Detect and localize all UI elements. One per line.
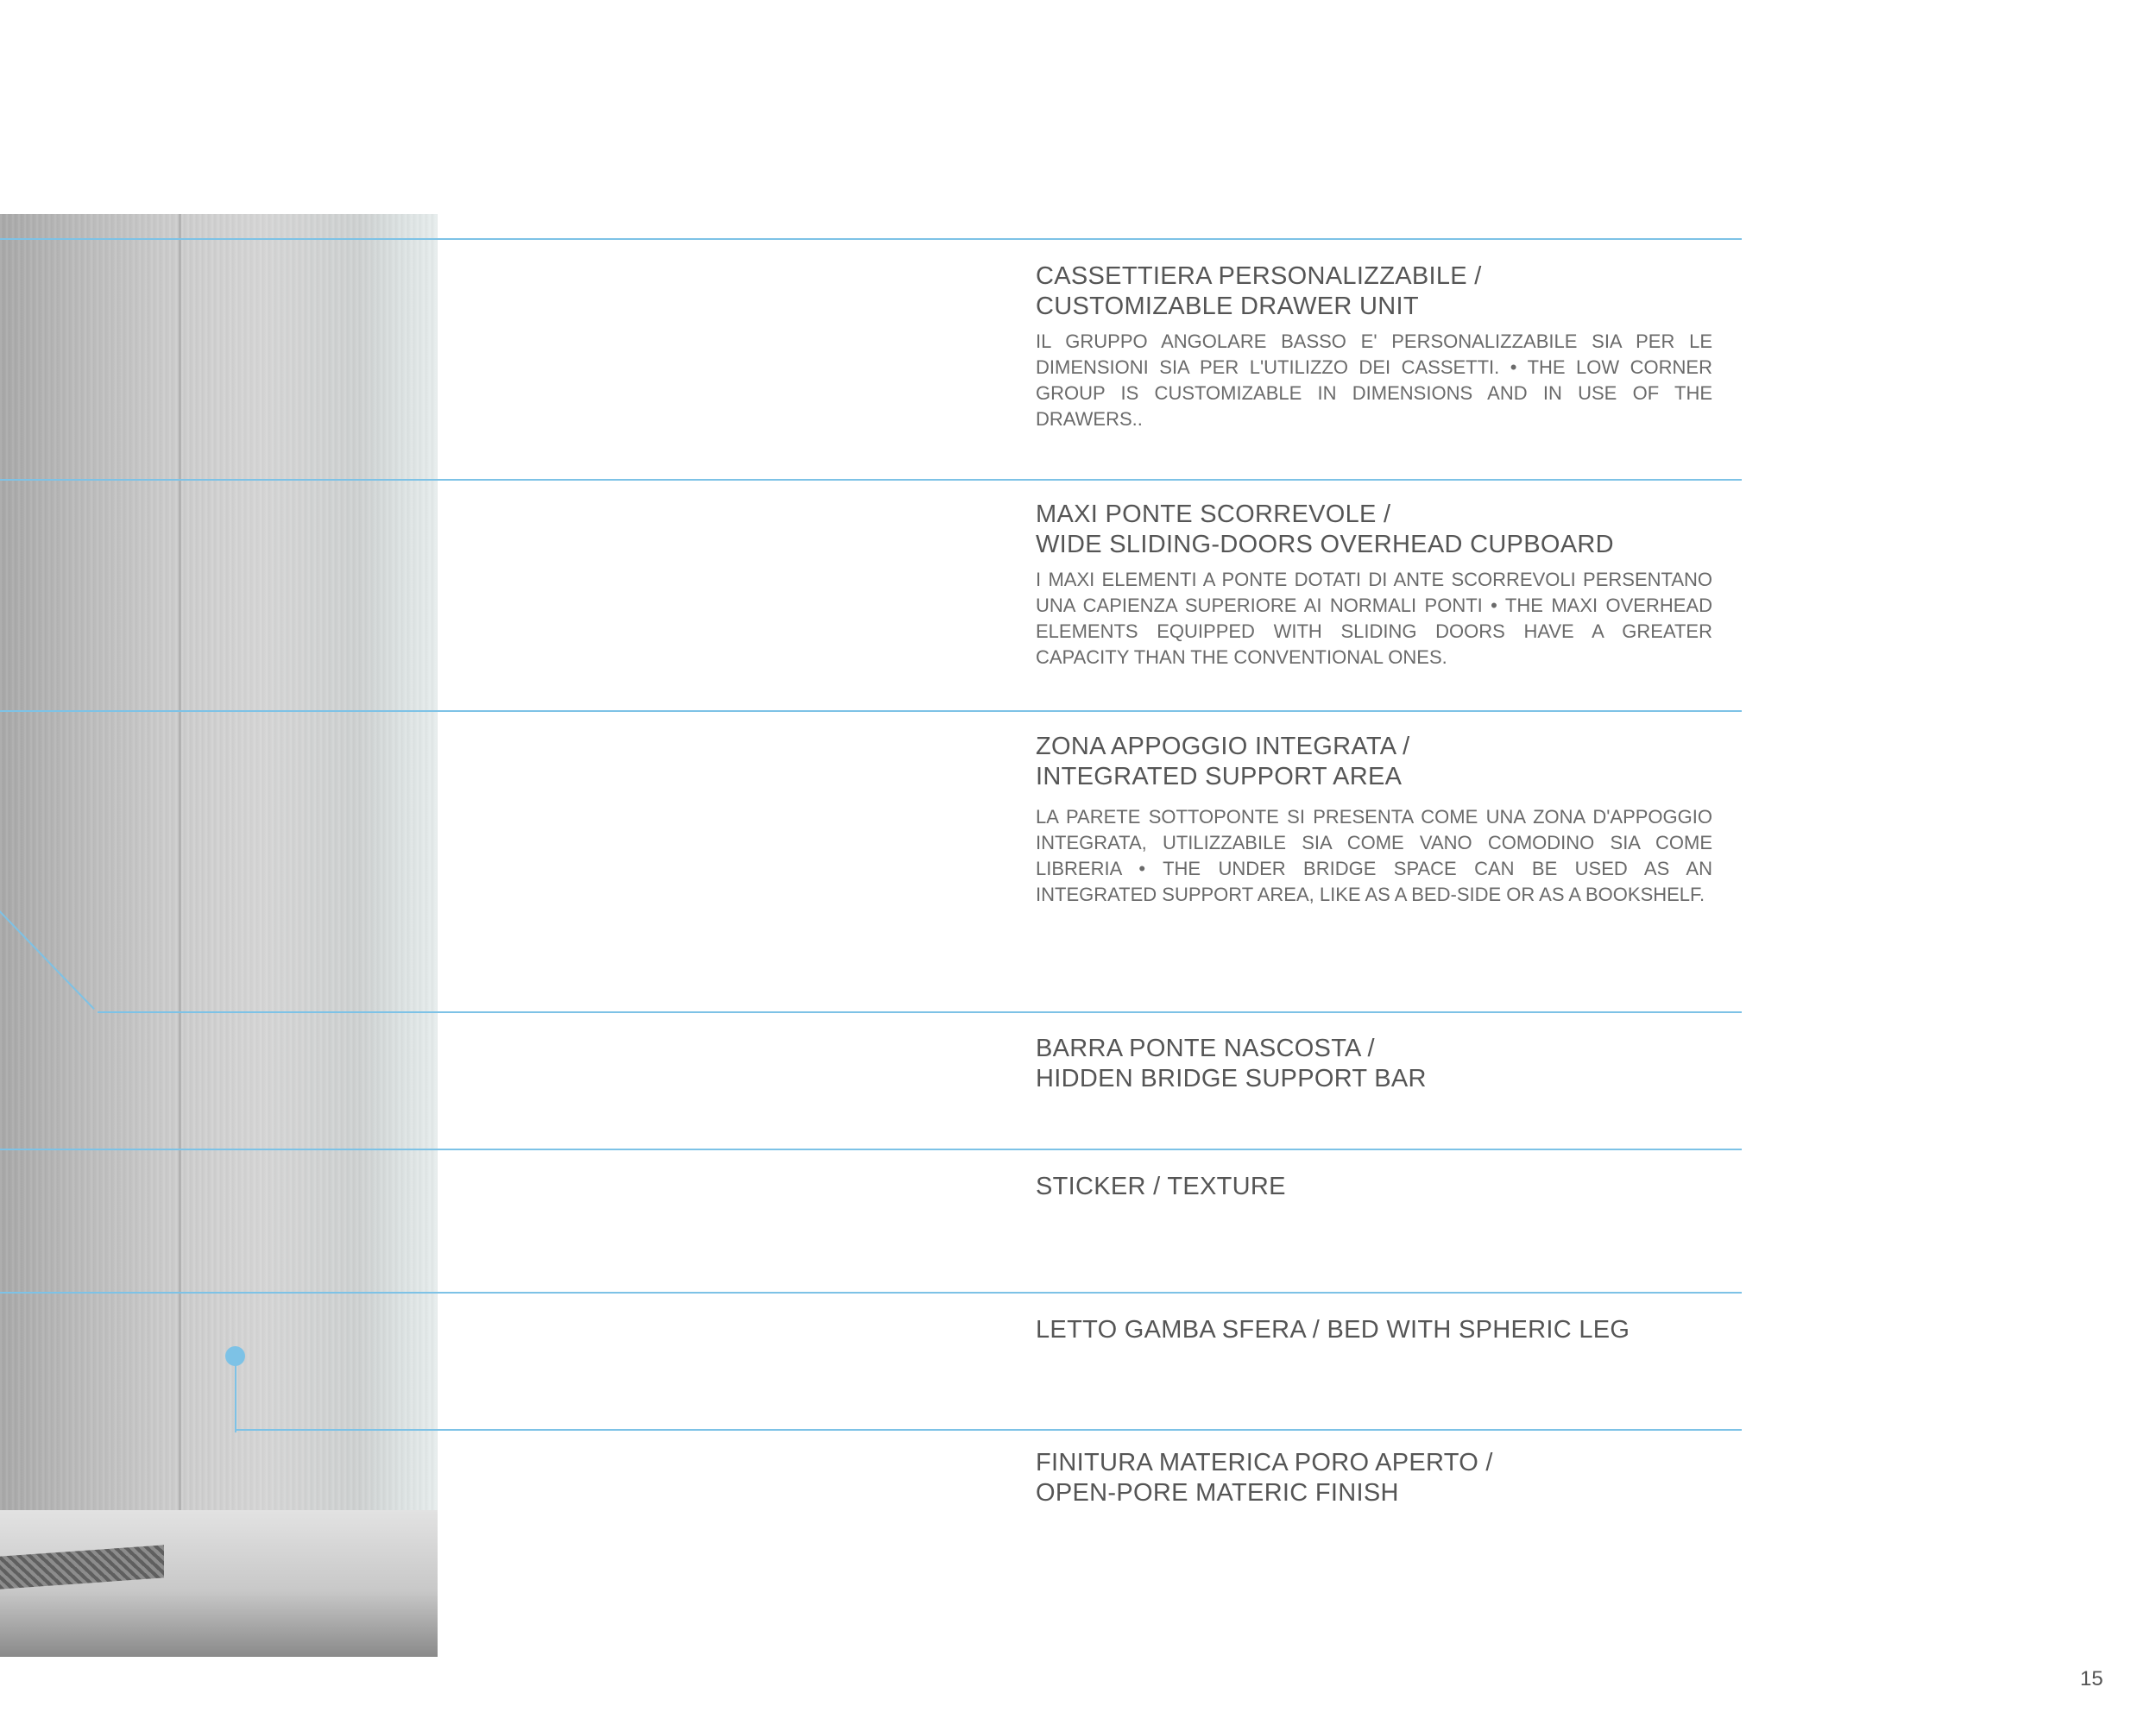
product-photo — [0, 214, 438, 1657]
feature-title: LETTO GAMBA SFERA / BED WITH SPHERIC LEG — [1036, 1316, 1630, 1344]
feature-title: MAXI PONTE SCORREVOLE / WIDE SLIDING-DOORS OVERHEAD CUPBOARD — [1036, 501, 1614, 558]
callout-line-7 — [235, 1429, 1742, 1431]
feature-title: ZONA APPOGGIO INTEGRATA / INTEGRATED SUPPORT AREA — [1036, 733, 1410, 790]
callout-line-2 — [0, 479, 1742, 481]
feature-title: CASSETTIERA PERSONALIZZABILE / CUSTOMIZABLE DRAWER UNIT — [1036, 262, 1482, 320]
callout-leader — [235, 1357, 236, 1432]
feature-materic-finish — [1036, 1448, 1712, 1508]
panel-seam — [179, 214, 181, 1543]
feature-spheric-leg — [1036, 1315, 1712, 1345]
feature-support-bar — [1036, 1034, 1712, 1094]
feature-title: BARRA PONTE NASCOSTA / HIDDEN BRIDGE SUPPORT BAR — [1036, 1035, 1427, 1092]
feature-title: FINITURA MATERICA PORO APERTO / OPEN-PORE MATERIC FINISH — [1036, 1449, 1493, 1507]
feature-description: LA PARETE SOTTOPONTE SI PRESENTA COME UNA ZONA D'APPOGGIO INTEGRATA, UTILIZZABILE SIA COME VANO COMODINO SIA COME LIBRERIA • THE UNDER BRIDGE SPACE CAN BE USED AS AN INTEGRATED SUPPORT AREA, LIKE AS A BED-SIDE OR AS A BOOKSHELF. — [1036, 806, 1712, 905]
callout-line-5 — [0, 1149, 1742, 1150]
feature-support-area — [1036, 732, 1712, 908]
callout-line-1 — [0, 238, 1742, 240]
callout-line-6 — [0, 1292, 1742, 1294]
feature-title: STICKER / TEXTURE — [1036, 1173, 1286, 1200]
feature-description: IL GRUPPO ANGOLARE BASSO E' PERSONALIZZABILE SIA PER LE DIMENSIONI SIA PER L'UTILIZZO DEI CASSETTI. • THE LOW CORNER GROUP IS CUSTOMIZABLE IN DIMENSIONS AND IN USE OF THE DRAWERS.. — [1036, 331, 1712, 430]
callout-line-3 — [0, 710, 1742, 712]
callout-line-4 — [98, 1011, 1742, 1013]
feature-description: I MAXI ELEMENTI A PONTE DOTATI DI ANTE SCORREVOLI PERSENTANO UNA CAPIENZA SUPERIORE AI NORMALI PONTI • THE MAXI OVERHEAD ELEMENTS EQUIPPED WITH SLIDING DOORS HAVE A GREATER CAPACITY THAN THE CONVENTIONAL ONES. — [1036, 569, 1712, 668]
page-number: 15 — [2080, 1667, 2103, 1690]
feature-drawer-unit — [1036, 261, 1712, 432]
feature-sticker-texture — [1036, 1172, 1712, 1202]
feature-overhead-cupboard — [1036, 500, 1712, 670]
